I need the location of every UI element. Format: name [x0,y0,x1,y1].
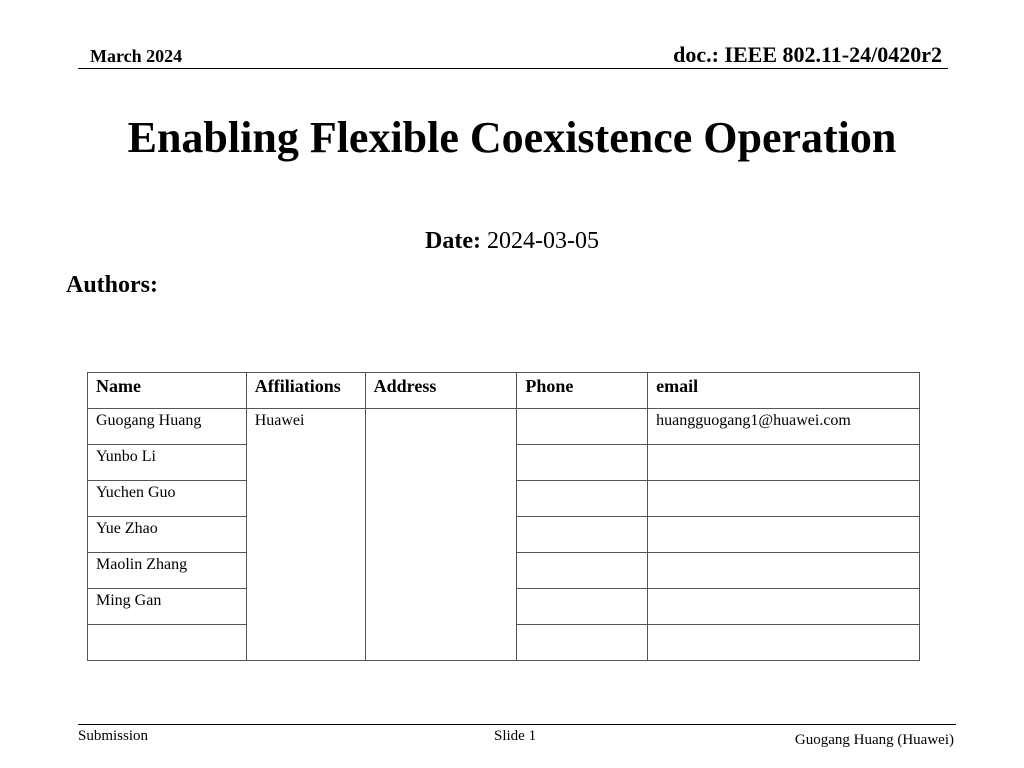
author-email [648,445,920,481]
header-address: Address [365,373,517,409]
header-affiliations: Affiliations [246,373,365,409]
author-email [648,589,920,625]
author-name [88,625,247,661]
date-value: 2024-03-05 [486,228,599,254]
date-line [0,228,1024,255]
author-phone [517,589,648,625]
header-divider [78,68,948,69]
header-email: email [648,373,920,409]
author-address [365,409,517,661]
author-email [648,517,920,553]
author-phone [517,481,648,517]
table-header-row [88,373,920,409]
table-row [88,409,920,445]
footer-submission: Submission [78,728,149,744]
author-phone [517,409,648,445]
header-date: March 2024 [90,46,183,66]
author-phone [517,517,648,553]
authors-label: Authors: [66,272,159,298]
author-name: Guogang Huang [88,409,247,445]
author-email [648,481,920,517]
author-name: Yuchen Guo [88,481,247,517]
author-email [648,625,920,661]
author-email: huangguogang1@huawei.com [648,409,920,445]
author-phone [517,625,648,661]
author-affiliation: Huawei [246,409,365,661]
header-doc-id: doc.: IEEE 802.11-24/0420r2 [673,42,942,67]
slide-title: Enabling Flexible Coexistence Operation [127,113,897,162]
footer-slide-number: Slide 1 [494,728,537,744]
header-phone: Phone [517,373,648,409]
author-name: Yunbo Li [88,445,247,481]
footer-author: Guogang Huang (Huawei) [794,732,954,748]
author-name: Yue Zhao [88,517,247,553]
date-label: Date: [425,228,481,254]
author-email [648,553,920,589]
author-phone [517,445,648,481]
footer-divider [78,724,956,725]
authors-table [87,372,920,661]
header-name: Name [88,373,247,409]
author-phone [517,553,648,589]
author-name: Maolin Zhang [88,553,247,589]
author-name: Ming Gan [88,589,247,625]
